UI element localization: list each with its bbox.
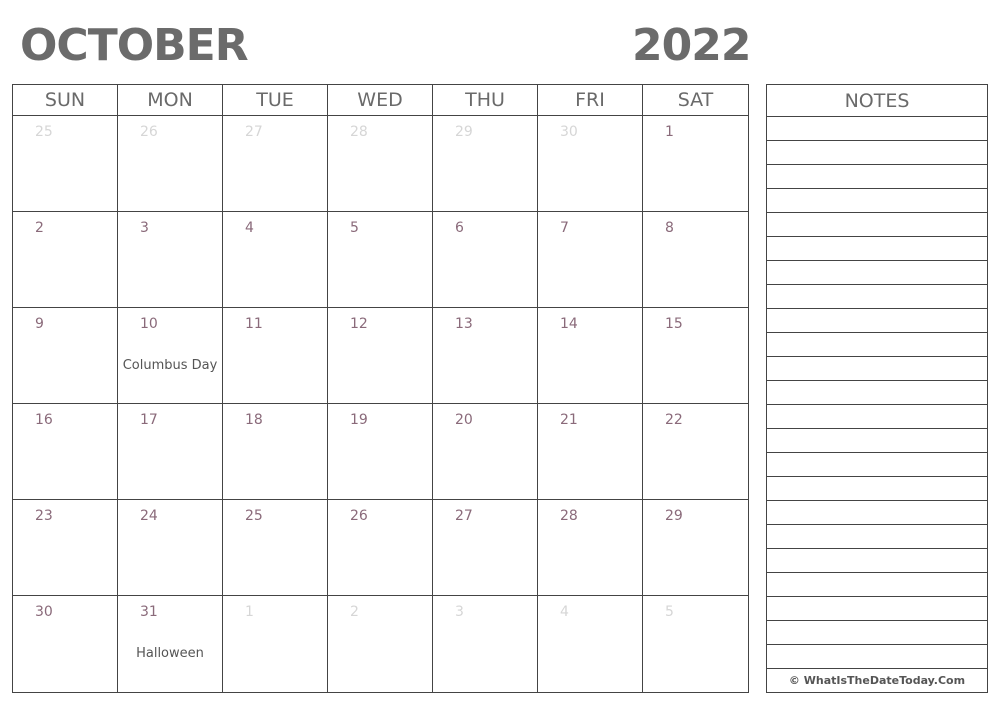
day-cell xyxy=(433,308,538,404)
day-cell xyxy=(433,212,538,308)
day-cell xyxy=(223,596,328,692)
day-cell xyxy=(328,404,433,500)
note-line[interactable] xyxy=(767,261,987,285)
day-number: 21 xyxy=(560,412,578,428)
day-number: 23 xyxy=(35,508,53,524)
note-line[interactable] xyxy=(767,333,987,357)
day-cell xyxy=(13,500,118,596)
day-number: 9 xyxy=(35,316,44,332)
day-cell xyxy=(118,500,223,596)
day-cell xyxy=(223,500,328,596)
day-cell xyxy=(433,116,538,212)
note-line[interactable] xyxy=(767,621,987,645)
year-title: 2022 xyxy=(632,20,751,71)
note-line[interactable] xyxy=(767,597,987,621)
day-cell xyxy=(118,404,223,500)
day-number: 20 xyxy=(455,412,473,428)
day-cell xyxy=(118,116,223,212)
day-cell xyxy=(223,212,328,308)
day-cell xyxy=(538,212,643,308)
note-line[interactable] xyxy=(767,525,987,549)
day-cell xyxy=(118,212,223,308)
note-line[interactable] xyxy=(767,165,987,189)
day-number: 29 xyxy=(455,124,473,140)
day-cell xyxy=(13,212,118,308)
day-cell xyxy=(118,596,223,692)
note-line[interactable] xyxy=(767,549,987,573)
day-number: 5 xyxy=(350,220,359,236)
day-cell xyxy=(223,116,328,212)
notes-lines xyxy=(767,117,987,669)
day-number: 2 xyxy=(350,604,359,620)
note-line[interactable] xyxy=(767,237,987,261)
weekday-header-sat: SAT xyxy=(643,85,748,116)
note-line[interactable] xyxy=(767,117,987,141)
weekday-header-tue: TUE xyxy=(223,85,328,116)
day-number: 30 xyxy=(35,604,53,620)
day-number: 26 xyxy=(350,508,368,524)
day-number: 1 xyxy=(245,604,254,620)
day-number: 7 xyxy=(560,220,569,236)
day-number: 8 xyxy=(665,220,674,236)
day-cell xyxy=(538,500,643,596)
day-cell xyxy=(328,596,433,692)
day-number: 28 xyxy=(560,508,578,524)
day-number: 3 xyxy=(455,604,464,620)
note-line[interactable] xyxy=(767,573,987,597)
day-number: 26 xyxy=(140,124,158,140)
day-cell xyxy=(643,500,748,596)
day-cell xyxy=(328,308,433,404)
day-number: 18 xyxy=(245,412,263,428)
note-line[interactable] xyxy=(767,381,987,405)
day-cell xyxy=(433,404,538,500)
day-cell xyxy=(643,116,748,212)
day-number: 13 xyxy=(455,316,473,332)
day-cell xyxy=(328,116,433,212)
notes-title: NOTES xyxy=(767,85,987,117)
weekday-header-mon: MON xyxy=(118,85,223,116)
day-number: 15 xyxy=(665,316,683,332)
day-number: 14 xyxy=(560,316,578,332)
day-cell xyxy=(13,596,118,692)
day-cell xyxy=(538,116,643,212)
day-cell xyxy=(13,116,118,212)
holiday-label: Columbus Day xyxy=(122,358,218,373)
day-cell xyxy=(433,500,538,596)
day-number: 12 xyxy=(350,316,368,332)
day-number: 31 xyxy=(140,604,158,620)
notes-panel xyxy=(766,84,988,693)
note-line[interactable] xyxy=(767,453,987,477)
note-line[interactable] xyxy=(767,213,987,237)
day-number: 19 xyxy=(350,412,368,428)
weekday-header-thu: THU xyxy=(433,85,538,116)
note-line[interactable] xyxy=(767,477,987,501)
day-number: 2 xyxy=(35,220,44,236)
note-line[interactable] xyxy=(767,405,987,429)
day-cell xyxy=(13,404,118,500)
day-cell xyxy=(643,308,748,404)
day-number: 27 xyxy=(455,508,473,524)
day-cell xyxy=(118,308,223,404)
day-cell xyxy=(538,596,643,692)
day-number: 25 xyxy=(35,124,53,140)
day-cell xyxy=(538,404,643,500)
day-cell xyxy=(328,500,433,596)
day-cell xyxy=(643,596,748,692)
weekday-header-wed: WED xyxy=(328,85,433,116)
holiday-label: Halloween xyxy=(136,646,204,661)
day-number: 11 xyxy=(245,316,263,332)
day-cell xyxy=(223,308,328,404)
day-number: 5 xyxy=(665,604,674,620)
day-number: 30 xyxy=(560,124,578,140)
day-number: 4 xyxy=(560,604,569,620)
day-number: 28 xyxy=(350,124,368,140)
day-cell xyxy=(643,404,748,500)
month-title: OCTOBER xyxy=(20,20,248,71)
note-line[interactable] xyxy=(767,189,987,213)
day-cell xyxy=(433,596,538,692)
day-number: 1 xyxy=(665,124,674,140)
note-line[interactable] xyxy=(767,645,987,669)
day-number: 6 xyxy=(455,220,464,236)
note-line[interactable] xyxy=(767,285,987,309)
day-number: 16 xyxy=(35,412,53,428)
day-number: 27 xyxy=(245,124,263,140)
day-cell xyxy=(13,308,118,404)
day-number: 24 xyxy=(140,508,158,524)
day-number: 4 xyxy=(245,220,254,236)
day-number: 22 xyxy=(665,412,683,428)
day-cell xyxy=(643,212,748,308)
weekday-header-fri: FRI xyxy=(538,85,643,116)
day-cell xyxy=(538,308,643,404)
day-number: 25 xyxy=(245,508,263,524)
note-line[interactable] xyxy=(767,141,987,165)
day-number: 3 xyxy=(140,220,149,236)
day-number: 29 xyxy=(665,508,683,524)
note-line[interactable] xyxy=(767,309,987,333)
day-cell xyxy=(223,404,328,500)
day-number: 17 xyxy=(140,412,158,428)
weekday-header-sun: SUN xyxy=(13,85,118,116)
note-line[interactable] xyxy=(767,429,987,453)
day-number: 10 xyxy=(140,316,158,332)
note-line[interactable] xyxy=(767,501,987,525)
calendar-grid xyxy=(12,84,749,693)
day-cell xyxy=(328,212,433,308)
note-line[interactable] xyxy=(767,357,987,381)
copyright-footer: © WhatIsTheDateToday.Com xyxy=(788,673,966,687)
